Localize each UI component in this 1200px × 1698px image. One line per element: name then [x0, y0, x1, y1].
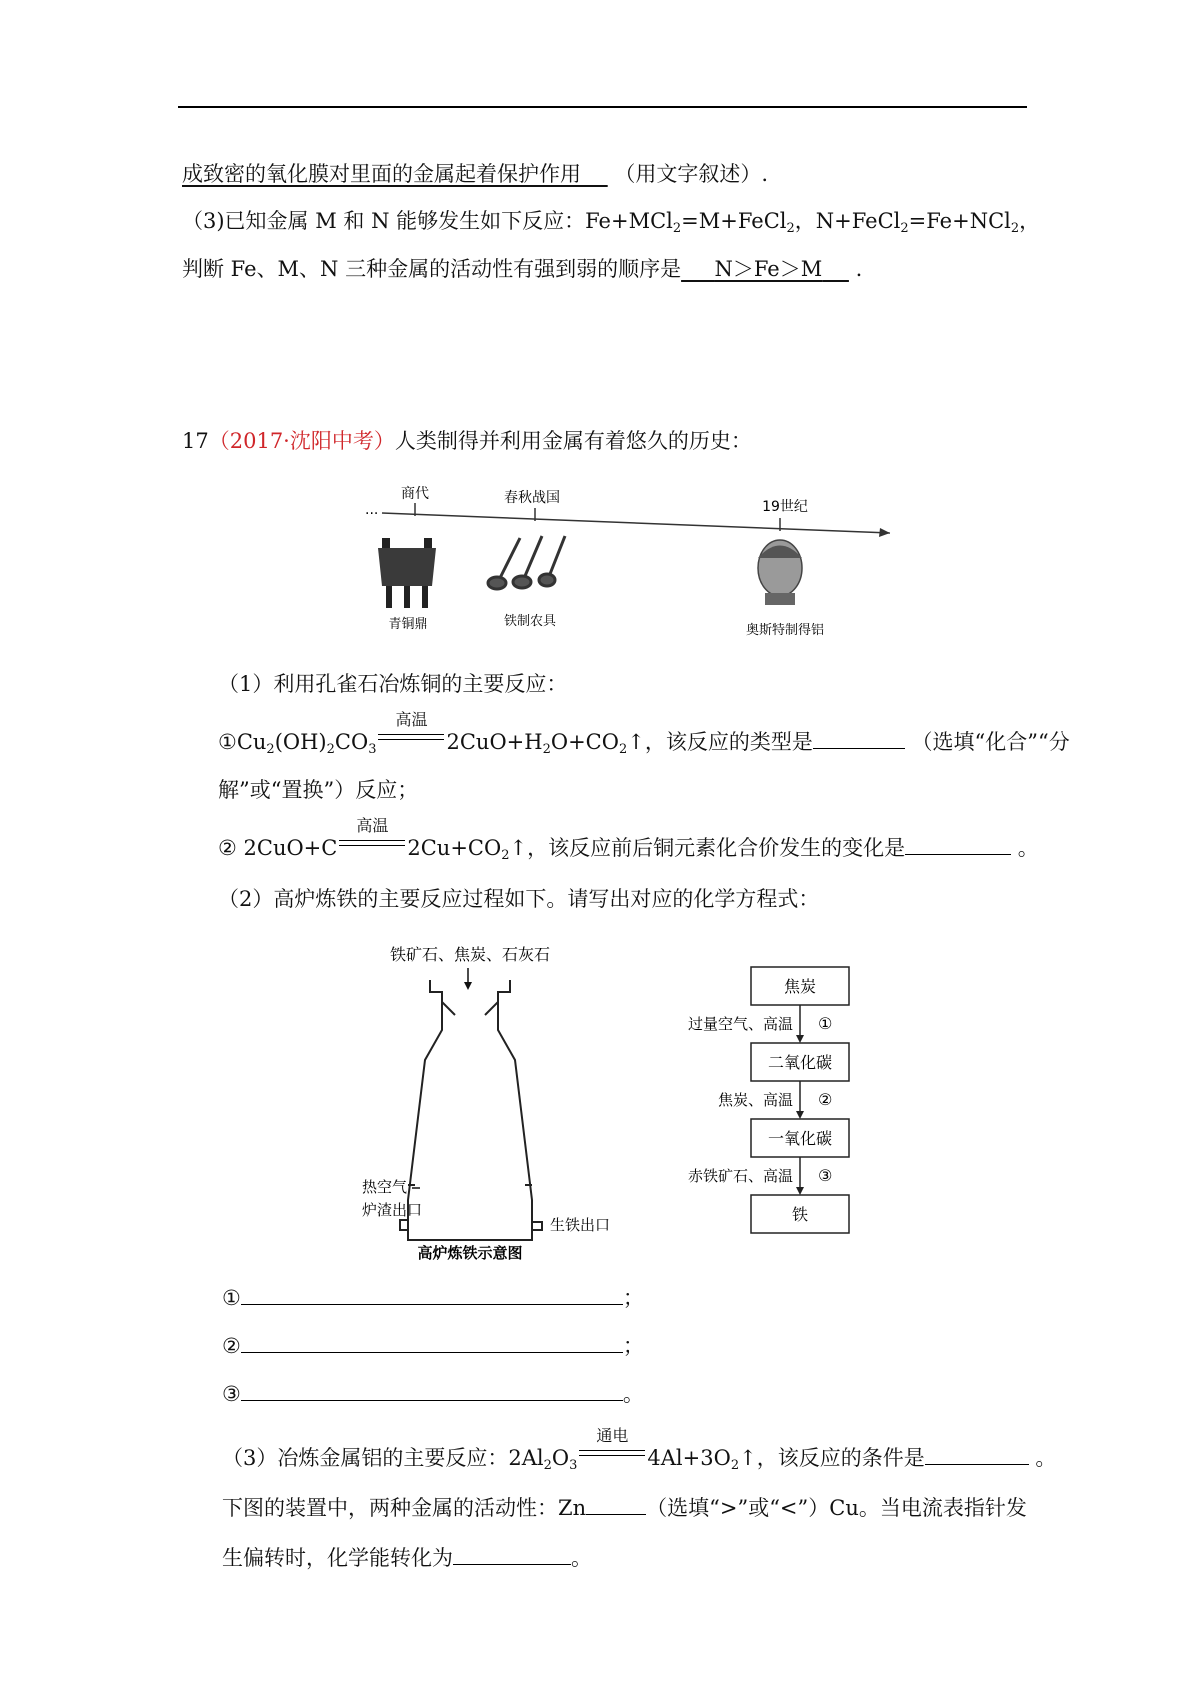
activity-order-line: 判断 Fe、M、N 三种金属的活动性有强到弱的顺序是 N＞Fe＞M .	[182, 257, 863, 281]
furnace-input-label: 铁矿石、焦炭、石灰石	[389, 945, 551, 964]
bronze-ding-icon	[378, 538, 436, 608]
answer-line-1: ① ；	[222, 1286, 644, 1310]
flow-condition-2: 焦炭、高温	[717, 1091, 793, 1109]
blast-furnace-diagram	[360, 940, 660, 1260]
question-source: （2017·沈阳中考）	[208, 429, 395, 453]
reaction-type-blank[interactable]	[813, 728, 905, 749]
equation-2-blank[interactable]	[241, 1332, 623, 1353]
timeline-ellipsis: ···	[365, 506, 379, 522]
iron-outlet-label: 生铁出口	[550, 1216, 611, 1234]
activity-compare-blank[interactable]	[586, 1494, 646, 1515]
reaction-condition-blank[interactable]	[925, 1444, 1029, 1465]
period-19th-century: 19世纪	[762, 499, 808, 515]
answer-line-2: ② ；	[222, 1334, 644, 1358]
slag-outlet-label: 炉渣出口	[362, 1201, 423, 1219]
answer-text: 成致密的氧化膜对里面的金属起着保护作用	[182, 162, 581, 186]
flow-box-co: 一氧化碳	[767, 1129, 833, 1148]
equation-1-continuation: 解”或“置换”）反应；	[218, 778, 419, 802]
flow-step-3: ③	[818, 1166, 833, 1185]
flow-condition-3: 赤铁矿石、高温	[687, 1167, 793, 1185]
ironmaking-flowchart	[655, 960, 945, 1250]
part3-line2: 下图的装置中，两种金属的活动性：Zn （选填“>”或“<”）Cu。当电流表指针发	[222, 1496, 1027, 1520]
answer-line-3: ③ 。	[222, 1382, 644, 1406]
reaction-line: （3)已知金属 M 和 N 能够发生如下反应：Fe+MCl$_2$=M+FeCl$_2$，N+FeCl$_2$=Fe+NCl$_2$，	[182, 209, 1041, 236]
flow-box-co2: 二氧化碳	[767, 1053, 833, 1072]
caption-bronze-ding: 青铜鼎	[388, 617, 428, 632]
question-text: 人类制得并利用金属有着悠久的历史：	[394, 429, 752, 453]
period-shang: 商代	[401, 486, 429, 502]
oersted-portrait-icon	[758, 540, 802, 605]
part3-equation: （3）冶炼金属铝的主要反应：$2Al_2O_3$ 通电 $4Al+3O_2↑$，该反应的条件是 。	[222, 1442, 1056, 1473]
condition-high-temp: 高温	[395, 710, 428, 729]
equation-1-blank[interactable]	[241, 1284, 623, 1305]
period-spring-autumn: 春秋战国	[504, 490, 560, 506]
caption-oersted-aluminum: 奥斯特制得铝	[745, 623, 825, 638]
flow-step-1: ①	[818, 1014, 833, 1033]
condition-electrolysis: 通电	[596, 1426, 629, 1445]
flow-condition-1: 过量空气、高温	[687, 1015, 793, 1033]
equation-2: ② 2CuO+C 高温 $2Cu+CO_2↑$，该反应前后铜元素化合价发生的变化是 。	[218, 816, 1039, 863]
header-rule	[178, 106, 1027, 108]
flow-box-iron: 铁	[791, 1205, 809, 1224]
equation-3-blank[interactable]	[241, 1380, 623, 1401]
iron-tools-icon	[488, 536, 565, 589]
furnace-caption: 高炉炼铁示意图	[417, 1244, 523, 1260]
part2-intro: （2）高炉炼铁的主要反应过程如下。请写出对应的化学方程式：	[218, 887, 820, 911]
energy-form-blank[interactable]	[453, 1544, 571, 1565]
answer-line-protective-film	[182, 158, 768, 188]
equation-1: $①Cu_2(OH)_2CO_3$ 高温 $2CuO+H_2O+CO_2↑$，该反应的类型是 （选填“化合”“分	[218, 726, 1070, 757]
metal-history-timeline	[360, 478, 900, 653]
caption-iron-tools: 铁制农具	[503, 614, 557, 629]
hot-air-label: 热空气	[362, 1178, 408, 1196]
question-number: 17	[182, 429, 209, 453]
question-17-stem	[182, 425, 752, 455]
activity-order-answer: N＞Fe＞M	[714, 257, 823, 281]
flow-step-2: ②	[818, 1090, 833, 1109]
valence-change-blank[interactable]	[905, 834, 1011, 855]
part1-intro: （1）利用孔雀石冶炼铜的主要反应：	[218, 672, 568, 696]
flow-box-coke: 焦炭	[783, 977, 817, 996]
instruction-text: （用文字叙述）.	[614, 162, 769, 186]
part3-line3: 生偏转时，化学能转化为 。	[222, 1546, 592, 1570]
